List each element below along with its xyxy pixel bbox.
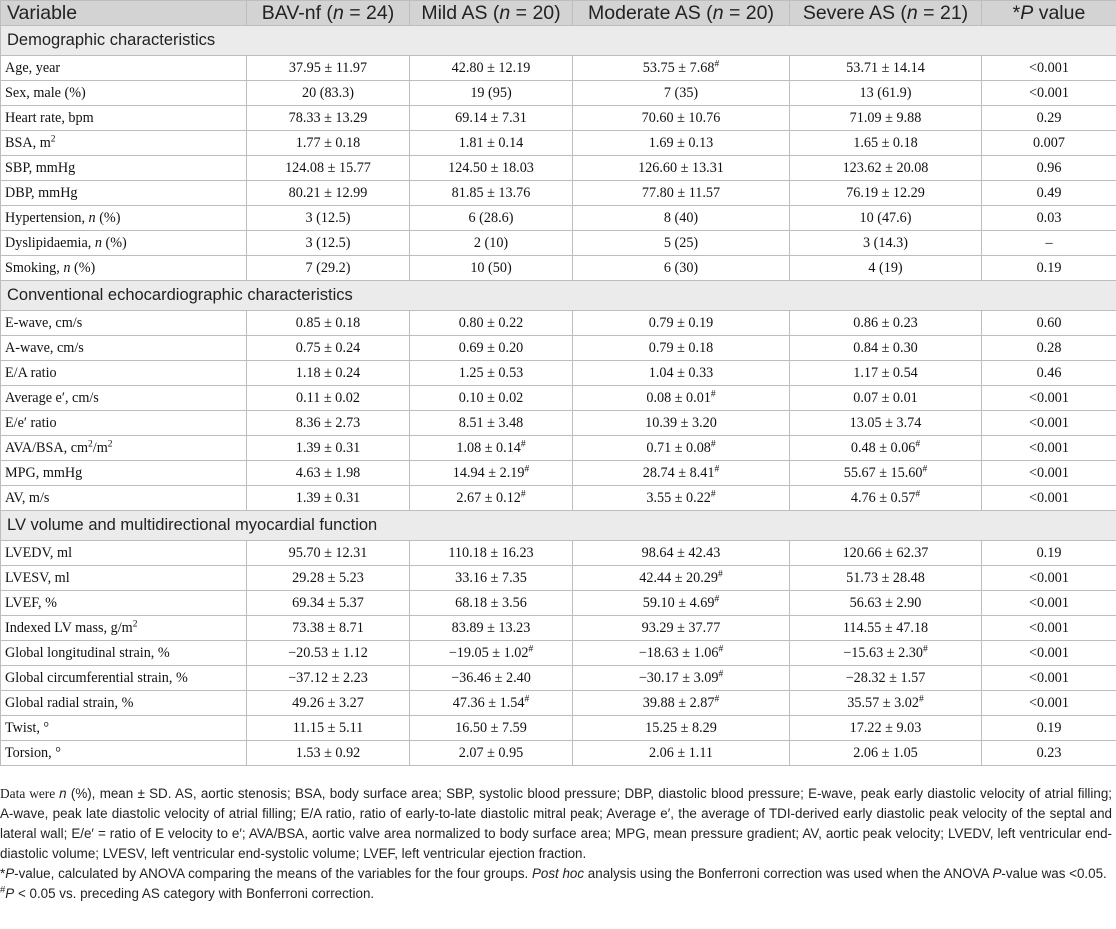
cell-severe-as: 55.67 ± 15.60#	[790, 461, 982, 486]
variable-label: AVA/BSA, $cm^2/m^2$	[1, 436, 247, 461]
variable-label: Smoking, n (%)	[1, 256, 247, 281]
table-row	[1, 386, 1116, 411]
cell-severe-as: 1.65 ± 0.18	[790, 131, 982, 156]
cell-moderate-as: 8 (40)	[573, 206, 790, 231]
variable-label: E/A ratio	[1, 361, 247, 386]
table-row	[1, 486, 1116, 511]
cell-mild-as: 110.18 ± 16.23	[410, 541, 573, 566]
cell-severe-as: 0.86 ± 0.23	[790, 311, 982, 336]
cell-moderate-as: 70.60 ± 10.76	[573, 106, 790, 131]
cell-p-value: <0.001	[982, 691, 1116, 716]
variable-label: Sex, male (%)	[1, 81, 247, 106]
cell-bavnf: 20 (83.3)	[247, 81, 410, 106]
footnote-p-value: *P-value, calculated by ANOVA comparing the means of the variables for the four groups. Post hoc analysis using the Bonferroni correction was used when the ANOVA P-value was <0.05.	[0, 866, 1107, 881]
variable-label: Indexed LV mass, $g/m^2$	[1, 616, 247, 641]
cell-bavnf: 1.77 ± 0.18	[247, 131, 410, 156]
cell-severe-as: 53.71 ± 14.14	[790, 56, 982, 81]
cell-mild-as: 19 (95)	[410, 81, 573, 106]
cell-severe-as: 51.73 ± 28.48	[790, 566, 982, 591]
cell-moderate-as: 5 (25)	[573, 231, 790, 256]
cell-moderate-as: 10.39 ± 3.20	[573, 411, 790, 436]
table-row	[1, 336, 1116, 361]
cell-mild-as: 1.25 ± 0.53	[410, 361, 573, 386]
variable-label: Hypertension, n (%)	[1, 206, 247, 231]
table-row	[1, 106, 1116, 131]
variable-label: Global circumferential strain, %	[1, 666, 247, 691]
cell-p-value: 0.28	[982, 336, 1116, 361]
table-row	[1, 641, 1116, 666]
cell-severe-as: 0.07 ± 0.01	[790, 386, 982, 411]
cell-p-value: 0.60	[982, 311, 1116, 336]
cell-mild-as: 1.08 ± 0.14#	[410, 436, 573, 461]
cell-severe-as: 0.84 ± 0.30	[790, 336, 982, 361]
cell-bavnf: 1.39 ± 0.31	[247, 436, 410, 461]
header-p-value: *P value	[982, 1, 1116, 26]
variable-label: MPG, mmHg	[1, 461, 247, 486]
cell-moderate-as: 0.79 ± 0.19	[573, 311, 790, 336]
cell-moderate-as: 2.06 ± 1.11	[573, 741, 790, 766]
cell-severe-as: 4 (19)	[790, 256, 982, 281]
cell-p-value: 0.19	[982, 256, 1116, 281]
table-row	[1, 461, 1116, 486]
cell-mild-as: 8.51 ± 3.48	[410, 411, 573, 436]
cell-mild-as: 33.16 ± 7.35	[410, 566, 573, 591]
cell-p-value: <0.001	[982, 386, 1116, 411]
cell-p-value: 0.46	[982, 361, 1116, 386]
cell-moderate-as: 0.08 ± 0.01#	[573, 386, 790, 411]
cell-mild-as: 47.36 ± 1.54#	[410, 691, 573, 716]
cell-mild-as: 16.50 ± 7.59	[410, 716, 573, 741]
table-row	[1, 361, 1116, 386]
cell-bavnf: 95.70 ± 12.31	[247, 541, 410, 566]
footnote-abbreviations: Data were n (%), mean ± SD. AS, aortic stenosis; BSA, body surface area; SBP, systolic blood pressure; DBP, diastolic blood pressure; E-wave, peak early diastolic velocity of atrial filling; A-wave, peak late diastolic velocity of atrial filling; E/A ratio, ratio of early-to-late diastolic mitral peak; Average e′, the average of TDI-derived early diastolic peak velocity of the septal and lateral wall; E/e′ = ratio of E velocity to e′; AVA/BSA, aortic valve area normalized to body surface area; MPG, mean pressure gradient; AV, aortic peak velocity; LVEDV, left ventricular end-diastolic volume; LVESV, left ventricular end-systolic volume; LVEF, left ventricular ejection fraction.	[0, 786, 1112, 861]
table-row	[1, 616, 1116, 641]
variable-label: BSA, $m^2$	[1, 131, 247, 156]
cell-mild-as: 2.67 ± 0.12#	[410, 486, 573, 511]
cell-p-value: 0.49	[982, 181, 1116, 206]
cell-bavnf: 3 (12.5)	[247, 231, 410, 256]
table-row	[1, 311, 1116, 336]
cell-p-value: 0.29	[982, 106, 1116, 131]
variable-label: SBP, mmHg	[1, 156, 247, 181]
cell-moderate-as: 3.55 ± 0.22#	[573, 486, 790, 511]
cell-p-value: <0.001	[982, 591, 1116, 616]
cell-severe-as: 13.05 ± 3.74	[790, 411, 982, 436]
table-row	[1, 256, 1116, 281]
cell-moderate-as: −30.17 ± 3.09#	[573, 666, 790, 691]
cell-p-value: 0.23	[982, 741, 1116, 766]
cell-bavnf: 11.15 ± 5.11	[247, 716, 410, 741]
cell-severe-as: −15.63 ± 2.30#	[790, 641, 982, 666]
cell-moderate-as: −18.63 ± 1.06#	[573, 641, 790, 666]
table-row	[1, 411, 1116, 436]
variable-label: DBP, mmHg	[1, 181, 247, 206]
cell-moderate-as: 42.44 ± 20.29#	[573, 566, 790, 591]
cell-bavnf: −20.53 ± 1.12	[247, 641, 410, 666]
variable-label: Dyslipidaemia, n (%)	[1, 231, 247, 256]
table-row	[1, 131, 1116, 156]
cell-severe-as: 13 (61.9)	[790, 81, 982, 106]
cell-mild-as: 2.07 ± 0.95	[410, 741, 573, 766]
cell-p-value: <0.001	[982, 616, 1116, 641]
cell-moderate-as: 15.25 ± 8.29	[573, 716, 790, 741]
variable-label: Torsion, °	[1, 741, 247, 766]
cell-severe-as: 10 (47.6)	[790, 206, 982, 231]
cell-bavnf: 78.33 ± 13.29	[247, 106, 410, 131]
cell-bavnf: 49.26 ± 3.27	[247, 691, 410, 716]
cell-p-value: 0.19	[982, 541, 1116, 566]
cell-p-value: 0.03	[982, 206, 1116, 231]
cell-severe-as: 1.17 ± 0.54	[790, 361, 982, 386]
cell-moderate-as: 39.88 ± 2.87#	[573, 691, 790, 716]
cell-severe-as: 120.66 ± 62.37	[790, 541, 982, 566]
table-row	[1, 541, 1116, 566]
cell-severe-as: 4.76 ± 0.57#	[790, 486, 982, 511]
cell-mild-as: 1.81 ± 0.14	[410, 131, 573, 156]
table-row	[1, 231, 1116, 256]
cell-p-value: 0.19	[982, 716, 1116, 741]
cell-mild-as: 2 (10)	[410, 231, 573, 256]
section-row	[1, 26, 1116, 56]
table-row	[1, 691, 1116, 716]
cell-moderate-as: 1.04 ± 0.33	[573, 361, 790, 386]
header-moderate-as: Moderate AS (n = 20)	[573, 1, 790, 26]
cell-bavnf: 3 (12.5)	[247, 206, 410, 231]
cell-bavnf: 37.95 ± 11.97	[247, 56, 410, 81]
variable-label: Age, year	[1, 56, 247, 81]
cell-p-value: <0.001	[982, 566, 1116, 591]
cell-severe-as: 76.19 ± 12.29	[790, 181, 982, 206]
cell-bavnf: 1.39 ± 0.31	[247, 486, 410, 511]
cell-moderate-as: 28.74 ± 8.41#	[573, 461, 790, 486]
variable-label: AV, m/s	[1, 486, 247, 511]
cell-mild-as: −36.46 ± 2.40	[410, 666, 573, 691]
cell-p-value: <0.001	[982, 666, 1116, 691]
variable-label: Heart rate, bpm	[1, 106, 247, 131]
cell-mild-as: 0.80 ± 0.22	[410, 311, 573, 336]
cell-p-value: 0.96	[982, 156, 1116, 181]
cell-moderate-as: 77.80 ± 11.57	[573, 181, 790, 206]
cell-mild-as: 124.50 ± 18.03	[410, 156, 573, 181]
cell-mild-as: 42.80 ± 12.19	[410, 56, 573, 81]
variable-label: A-wave, cm/s	[1, 336, 247, 361]
table-row	[1, 81, 1116, 106]
table-row	[1, 716, 1116, 741]
cell-bavnf: 0.85 ± 0.18	[247, 311, 410, 336]
cell-moderate-as: 98.64 ± 42.43	[573, 541, 790, 566]
cell-bavnf: 0.11 ± 0.02	[247, 386, 410, 411]
header-mild-as: Mild AS (n = 20)	[410, 1, 573, 26]
cell-severe-as: 56.63 ± 2.90	[790, 591, 982, 616]
table-row	[1, 181, 1116, 206]
cell-bavnf: 29.28 ± 5.23	[247, 566, 410, 591]
table-row	[1, 741, 1116, 766]
cell-p-value: <0.001	[982, 411, 1116, 436]
cell-mild-as: −19.05 ± 1.02#	[410, 641, 573, 666]
cell-mild-as: 0.69 ± 0.20	[410, 336, 573, 361]
cell-severe-as: 123.62 ± 20.08	[790, 156, 982, 181]
cell-severe-as: 71.09 ± 9.88	[790, 106, 982, 131]
cell-mild-as: 6 (28.6)	[410, 206, 573, 231]
cell-p-value: <0.001	[982, 436, 1116, 461]
header-severe-as: Severe AS (n = 21)	[790, 1, 982, 26]
table-row	[1, 666, 1116, 691]
cell-bavnf: 69.34 ± 5.37	[247, 591, 410, 616]
cell-moderate-as: 59.10 ± 4.69#	[573, 591, 790, 616]
cell-p-value: <0.001	[982, 461, 1116, 486]
cell-mild-as: 14.94 ± 2.19#	[410, 461, 573, 486]
cell-mild-as: 83.89 ± 13.23	[410, 616, 573, 641]
cell-bavnf: 80.21 ± 12.99	[247, 181, 410, 206]
cell-severe-as: 0.48 ± 0.06#	[790, 436, 982, 461]
header-bavnf: BAV-nf (n = 24)	[247, 1, 410, 26]
cell-p-value: <0.001	[982, 56, 1116, 81]
cell-bavnf: 1.18 ± 0.24	[247, 361, 410, 386]
section-title: Conventional echocardiographic characteristics	[1, 281, 1116, 311]
cell-bavnf: 124.08 ± 15.77	[247, 156, 410, 181]
cell-p-value: –	[982, 231, 1116, 256]
cell-bavnf: 7 (29.2)	[247, 256, 410, 281]
cell-severe-as: 2.06 ± 1.05	[790, 741, 982, 766]
section-title: Demographic characteristics	[1, 26, 1116, 56]
table-body	[1, 26, 1116, 766]
cell-mild-as: 68.18 ± 3.56	[410, 591, 573, 616]
variable-label: Twist, °	[1, 716, 247, 741]
variable-label: Global longitudinal strain, %	[1, 641, 247, 666]
footnote-bonferroni: #P < 0.05 vs. preceding AS category with Bonferroni correction.	[0, 884, 375, 901]
variable-label: E-wave, cm/s	[1, 311, 247, 336]
table-row	[1, 156, 1116, 181]
cell-mild-as: 10 (50)	[410, 256, 573, 281]
table-row	[1, 56, 1116, 81]
section-row	[1, 511, 1116, 541]
cell-bavnf: 1.53 ± 0.92	[247, 741, 410, 766]
table-row	[1, 436, 1116, 461]
cell-moderate-as: 7 (35)	[573, 81, 790, 106]
cell-bavnf: −37.12 ± 2.23	[247, 666, 410, 691]
cell-bavnf: 73.38 ± 8.71	[247, 616, 410, 641]
variable-label: E/e′ ratio	[1, 411, 247, 436]
cell-p-value: <0.001	[982, 641, 1116, 666]
variable-label: Global radial strain, %	[1, 691, 247, 716]
cell-p-value: 0.007	[982, 131, 1116, 156]
cell-severe-as: −28.32 ± 1.57	[790, 666, 982, 691]
cell-bavnf: 8.36 ± 2.73	[247, 411, 410, 436]
table-row	[1, 591, 1116, 616]
table-header	[1, 1, 1116, 26]
cell-moderate-as: 53.75 ± 7.68#	[573, 56, 790, 81]
variable-label: LVESV, ml	[1, 566, 247, 591]
cell-moderate-as: 1.69 ± 0.13	[573, 131, 790, 156]
table-row	[1, 566, 1116, 591]
section-title: LV volume and multidirectional myocardial function	[1, 511, 1116, 541]
variable-label: Average e′, cm/s	[1, 386, 247, 411]
cell-moderate-as: 93.29 ± 37.77	[573, 616, 790, 641]
cell-severe-as: 35.57 ± 3.02#	[790, 691, 982, 716]
cell-moderate-as: 0.79 ± 0.18	[573, 336, 790, 361]
cell-severe-as: 114.55 ± 47.18	[790, 616, 982, 641]
table-footnotes	[0, 784, 1112, 904]
cell-mild-as: 0.10 ± 0.02	[410, 386, 573, 411]
cell-mild-as: 81.85 ± 13.76	[410, 181, 573, 206]
table-row	[1, 206, 1116, 231]
cell-bavnf: 0.75 ± 0.24	[247, 336, 410, 361]
variable-label: LVEF, %	[1, 591, 247, 616]
cell-moderate-as: 0.71 ± 0.08#	[573, 436, 790, 461]
variable-label: LVEDV, ml	[1, 541, 247, 566]
header-variable: Variable	[1, 1, 247, 26]
cell-severe-as: 3 (14.3)	[790, 231, 982, 256]
cell-mild-as: 69.14 ± 7.31	[410, 106, 573, 131]
cell-moderate-as: 6 (30)	[573, 256, 790, 281]
cell-p-value: <0.001	[982, 486, 1116, 511]
cell-moderate-as: 126.60 ± 13.31	[573, 156, 790, 181]
cell-p-value: <0.001	[982, 81, 1116, 106]
cell-severe-as: 17.22 ± 9.03	[790, 716, 982, 741]
cell-bavnf: 4.63 ± 1.98	[247, 461, 410, 486]
section-row	[1, 281, 1116, 311]
